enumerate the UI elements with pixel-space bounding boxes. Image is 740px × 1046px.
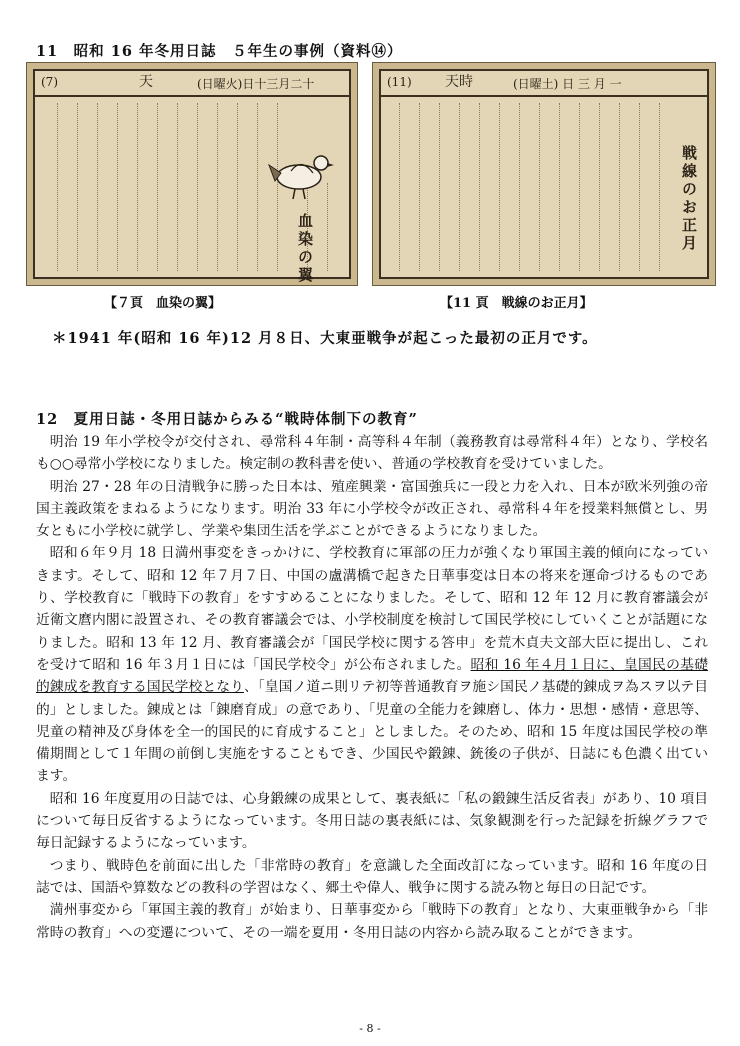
paragraph-4: 昭和 16 年度夏用の日誌では、心身鍛練の成果として、裏表紙に「私の鍛錬生活反省表」があり、10 項目について毎日反省するようになっています。冬用日誌の裏表紙には、気象観測を行った記録を折線グラフで毎日記録するようになっています。: [36, 790, 708, 852]
scan-article-title: 戦線のお正月: [680, 145, 698, 253]
paragraph-6: 満州事変から「軍国主義的教育」が始まり、日華事変から「戦時下の教育」となり、大東亜戦争から「非常時の教育」への変遷について、その一端を夏用・冬用日誌の内容から読み取ることができます。: [36, 902, 708, 941]
section-12-title: 12 夏用日誌・冬用日誌からみる“戦時体制下の教育”: [36, 411, 418, 428]
caption-right: 【11 頁 戦線のお正月】: [440, 296, 593, 311]
scan-date: (日曜土) 日 三 月 一: [513, 77, 622, 91]
body-text: [36, 431, 708, 944]
paragraph-3-part-b: 、「皇国ノ道ニ則リテ初等普通教育ヲ施シ国民ノ基礎的錬成ヲ為スヲ以テ目的」としました。錬成とは「錬磨育成」の意であり、「児童の全能力を錬磨し、体力・思想・感情・意思等、児童の精神及び身体を全一的国民的に育成すること」としました。そのため、昭和 15 年度は国民学校の準備期間として１年間の前倒し実施をすることもでき、少国民や鍛錬、銃後の子供が、日誌にも色濃く出ています。: [36, 679, 709, 785]
page-number: - 8 -: [359, 1022, 381, 1035]
scan-page-number: (11): [387, 75, 412, 89]
scan-header-label: 天時: [445, 74, 473, 90]
caption-left: 【７頁 血染の翼】: [104, 296, 222, 311]
paragraph-1: 明治 19 年小学校令が交付され、尋常科４年制・高等科４年制（義務教育は尋常科４年）となり、学校名も○○尋常小学校になりました。検定制の教科書を使い、普通の学校教育を受けていました。: [36, 434, 708, 473]
scan-image-left: [26, 62, 358, 286]
pigeon-illustration: [267, 143, 337, 203]
scan-image-right: [372, 62, 716, 286]
scan-date: (日曜火)日十三月二十: [197, 77, 315, 91]
footnote: ＊1941 年(昭和 16 年)12 月８日、大東亜戦争が起こった最初の正月です。: [52, 330, 598, 347]
scan-header-label: 天: [139, 74, 153, 90]
paragraph-3-part-a: 昭和６年９月 18 日満州事変をきっかけに、学校教育に軍部の圧力が強くなり軍国主義的傾向になっていきます。そして、昭和 12 年７月７日、中国の盧溝橋で起きた日華事変は日本の将来を運命づけるものであり、学校教育に「戦時下の教育」をすすめることになりました。そして、昭和 12 年 12 月に教育審議会が近衛文麿内閣に設置され、その教育審議会では、小学校制度を検討して国民学校にしていくことが話題になりました。昭和 13 年 12 月、教育審議会が「国民学校に関する答申」を荒木貞夫文部大臣に提出し、これを受けて昭和 16 年３月１日には「国民学校令」が公布されました。: [36, 545, 708, 673]
paragraph-2: 明治 27・28 年の日清戦争に勝った日本は、殖産興業・富国強兵に一段と力を入れ、日本が欧米列強の帝国主義政策をまねるようになります。明治 33 年に小学校令が改正され、尋常科４年を授業料無償とし、男女ともに小学校に就学し、学業や集団生活を学ぶことができるようになりました。: [36, 478, 708, 540]
scan-page-number: (7): [41, 75, 58, 89]
paragraph-3: [36, 542, 708, 787]
paragraph-5: つまり、戦時色を前面に出した「非常時の教育」を意識した全面改訂になっています。昭和 16 年度の日誌では、国語や算数などの教科の学習はなく、郷土や偉人、戦争に関する読み物と毎日の日記です。: [36, 857, 708, 896]
section-11-title: 11 昭和 16 年冬用日誌 ５年生の事例（資料⑭）: [36, 43, 403, 60]
underlined-phrase: 昭和 16 年４月１日に、皇国民の基礎的錬成を教育する国民学校となり: [36, 656, 709, 696]
scan-article-title: 血染の翼: [296, 213, 314, 285]
